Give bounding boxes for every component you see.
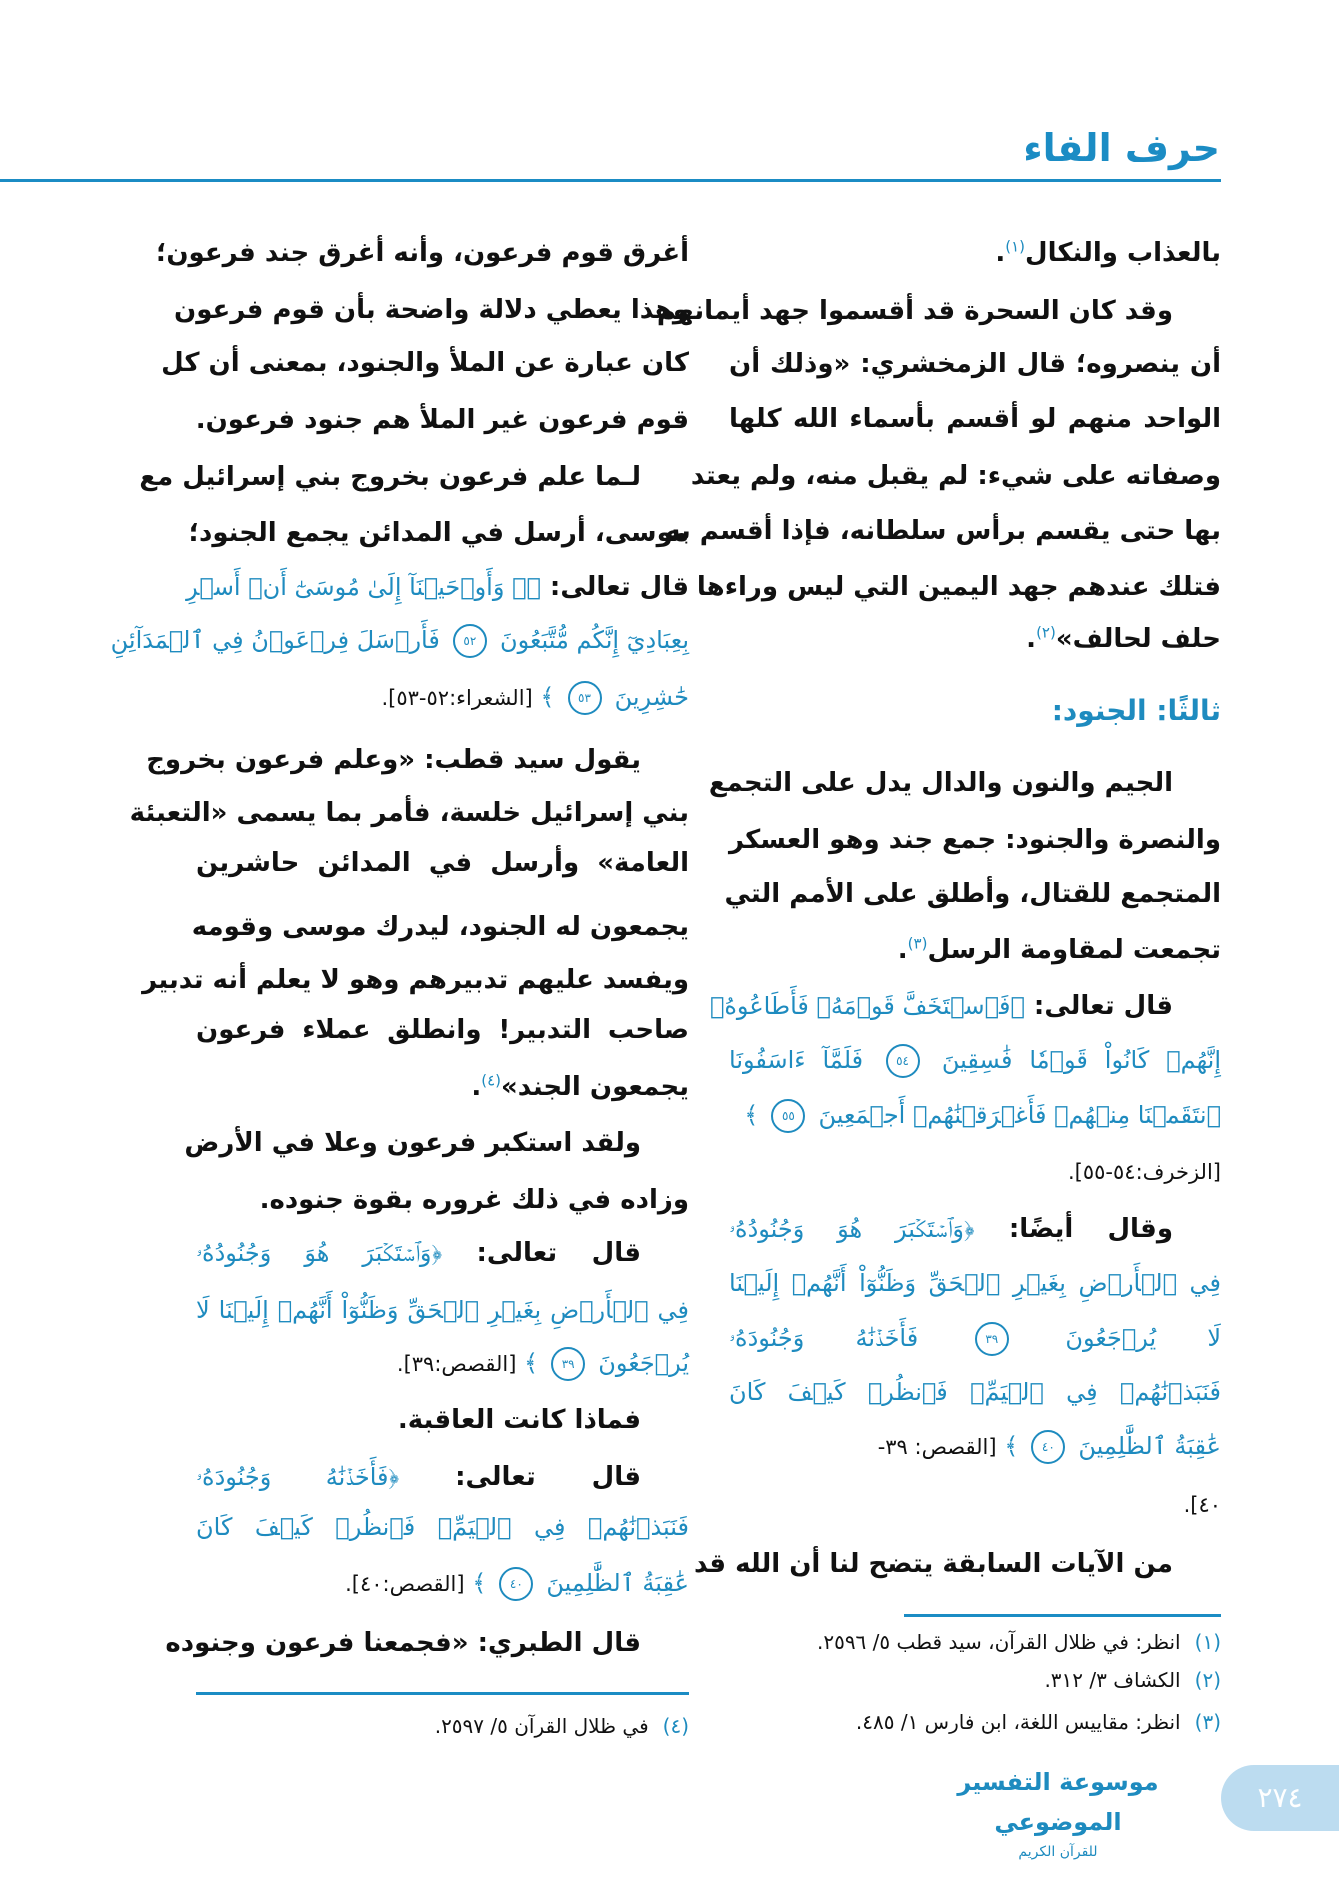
logo-subtitle: للقرآن الكريم	[1018, 1844, 1098, 1860]
body-text: حلف لحالف»	[1055, 624, 1221, 654]
quran-verse: يُرۡجَعُونَ	[598, 1349, 689, 1377]
quran-verse: ﴿فَٱسۡتَخَفَّ قَوۡمَهُۥ فَأَطَاعُوهُۚ	[709, 992, 1025, 1020]
quran-verse: ﴾	[532, 683, 555, 711]
left-column	[110, 0, 689, 1890]
body-text: موسى، أرسل في المدائن يجمع الجنود؛	[188, 518, 689, 548]
quran-verse: ٱنتَقَمۡنَا مِنۡهُمۡ فَأَغۡرَقۡنَٰهُمۡ أَجۡمَعِينَ	[818, 1101, 1221, 1129]
footnote-number: (٣)	[1194, 1710, 1221, 1734]
body-text: يجمعون له الجنود، ليدرك موسى وقومه	[191, 912, 689, 942]
quran-verse: عَٰقِبَةُ ٱلظَّٰلِمِينَ	[546, 1569, 689, 1597]
text-line	[196, 398, 689, 442]
body-text: من الآيات السابقة يتضح لنا أن الله قد	[694, 1549, 1173, 1579]
ayah-number-marker: ٤٠	[1031, 1430, 1065, 1464]
quran-verse: ﴾	[464, 1569, 487, 1597]
text-line	[729, 1482, 1221, 1526]
section-heading: ثالثًا: الجنود:	[1051, 694, 1221, 727]
quran-verse: ﴾	[996, 1432, 1019, 1460]
quran-verse: ﴿وَٱسۡتَكۡبَرَ هُوَ وَجُنُودُهُۥ	[729, 1215, 975, 1243]
quran-verse: فَأَخَذۡنَٰهُ وَجُنُودَهُۥ	[729, 1324, 919, 1352]
text-line	[129, 791, 689, 835]
footnote	[817, 1630, 1221, 1654]
footnote-marker: (١)	[1005, 237, 1026, 256]
footnote-text: انظر: في ظلال القرآن، سيد قطب ٥/ ٢٥٩٦.	[816, 1630, 1181, 1654]
footnote-number: (٤)	[662, 1714, 689, 1738]
text-line	[196, 1398, 689, 1442]
footnote-marker: (٢)	[1036, 623, 1056, 642]
body-text: وقال أيضًا:	[974, 1214, 1173, 1244]
text-line	[165, 1621, 689, 1665]
text-line	[196, 1341, 689, 1385]
text-line	[142, 958, 689, 1002]
text-line	[729, 1261, 1221, 1305]
body-text: قال تعالى:	[540, 572, 689, 602]
body-text: بني إسرائيل خلسة، فأمر بما يسمى «التعبئة	[129, 798, 689, 828]
text-line	[724, 872, 1221, 916]
body-text: بها حتى يقسم برأس سلطانه، فإذا أقسم به	[665, 516, 1221, 546]
verse-reference: [القصص: ٣٩-	[877, 1435, 997, 1459]
footnote-separator-left	[196, 1692, 689, 1695]
encyclopedia-logo	[934, 1762, 1182, 1860]
text-line	[729, 342, 1221, 386]
body-text: فتلك عندهم جهد اليمين التي ليس وراءها	[696, 572, 1221, 602]
body-text: صاحب التدبير! وانطلق عملاء فرعون	[196, 1015, 689, 1045]
body-text: الواحد منهم لو أقسم بأسماء الله كلها	[729, 404, 1221, 434]
quran-verse: فِي ٱلۡأَرۡضِ بِغَيۡرِ ٱلۡحَقِّ وَظَنُّوٓاْ أَنَّهُمۡ إِلَيۡنَا	[729, 1269, 1221, 1297]
body-text: ويفسد عليهم تدبيرهم وهو لا يعلم أنه تدبير	[142, 965, 689, 995]
footnote-marker: (٤)	[481, 1071, 501, 1090]
logo-title: موسوعة التفسير الموضوعي	[957, 1768, 1159, 1836]
text-line	[729, 231, 1221, 275]
footnote-number: (٢)	[1194, 1668, 1221, 1692]
body-text: وزاده في ذلك غروره بقوة جنوده.	[259, 1185, 689, 1215]
quran-verse: عَٰقِبَةُ ٱلظَّٰلِمِينَ	[1078, 1432, 1221, 1460]
ayah-number-marker: ٥٥	[771, 1099, 805, 1133]
body-text: .	[1026, 624, 1037, 654]
quran-verse: فَلَمَّآ ءَاسَفُونَا	[729, 1046, 864, 1074]
footnote	[856, 1710, 1221, 1734]
text-line	[146, 738, 689, 782]
quran-verse: فِي ٱلۡأَرۡضِ بِغَيۡرِ ٱلۡحَقِّ وَظَنُّوٓاْ أَنَّهُمۡ إِلَيۡنَا لَا	[196, 1296, 689, 1324]
page-number: ٢٧٤	[1221, 1765, 1339, 1831]
text-line	[196, 675, 689, 719]
body-text: المتجمع للقتال، وأطلق على الأمم التي	[724, 879, 1221, 909]
text-line	[694, 1542, 1221, 1586]
quran-verse: فَأَرۡسَلَ فِرۡعَوۡنُ فِي ٱلۡمَدَآئِنِ	[110, 626, 440, 654]
body-text: يقول سيد قطب: «وعلم فرعون بخروج	[146, 745, 641, 775]
text-line	[161, 341, 689, 385]
quran-verse: ﴿۞ وَأَوۡحَيۡنَآ إِلَىٰ مُوسَىٰٓ أَنۡ أَسۡرِ	[186, 573, 541, 601]
text-line	[729, 689, 1221, 733]
body-text: وصفاته على شيء: لم يقبل منه، ولم يعتد	[690, 461, 1221, 491]
quran-verse: إِنَّهُمۡ كَانُواْ قَوۡمٗا فَٰسِقِينَ	[941, 1046, 1221, 1074]
footnote-text: في ظلال القرآن ٥/ ٢٥٩٧.	[434, 1714, 649, 1738]
text-line	[729, 1093, 1221, 1137]
ayah-number-marker: ٤٠	[499, 1567, 533, 1601]
quran-verse: بِعِبَادِيٓ إِنَّكُم مُّتَّبَعُونَ	[499, 626, 689, 654]
verse-reference: [القصص:٣٩].	[396, 1352, 517, 1376]
quran-verse: ﴾	[516, 1349, 539, 1377]
footnote-number: (١)	[1194, 1630, 1221, 1654]
text-line	[665, 509, 1221, 553]
quran-verse: فَنَبَذۡنَٰهُمۡ فِي ٱلۡيَمِّۖ فَٱنظُرۡ كَيۡفَ كَانَ	[729, 1378, 1221, 1406]
quran-verse: حَٰشِرِينَ	[614, 683, 689, 711]
text-line	[690, 454, 1221, 498]
ayah-number-marker: ٣٩	[975, 1322, 1009, 1356]
footnote	[435, 1714, 689, 1738]
text-line	[729, 1370, 1221, 1414]
text-line	[708, 761, 1221, 805]
text-line	[729, 1038, 1221, 1082]
text-line	[729, 928, 1221, 972]
text-line	[656, 289, 1221, 333]
text-line	[196, 1505, 689, 1549]
ayah-number-marker: ٣٩	[551, 1347, 585, 1381]
text-line	[729, 1149, 1221, 1193]
quran-verse: لَا يُرۡجَعُونَ	[1065, 1324, 1222, 1352]
body-text: كان عبارة عن الملأ والجنود، بمعنى أن كل	[161, 348, 689, 378]
text-line	[729, 397, 1221, 441]
text-line	[729, 617, 1221, 661]
body-text: يجمعون الجند»	[501, 1072, 689, 1102]
verse-reference: [الزخرف:٥٤-٥٥].	[1067, 1160, 1221, 1184]
text-line	[155, 231, 689, 275]
text-line	[196, 1455, 689, 1499]
body-text: بالعذاب والنكال	[1025, 238, 1221, 268]
section-header-title: حرف الفاء	[1023, 126, 1220, 170]
text-line	[191, 905, 689, 949]
text-line	[196, 1008, 689, 1052]
body-text: تجمعت لمقاومة الرسل	[927, 935, 1221, 965]
body-text: .	[897, 935, 908, 965]
body-text: وقد كان السحرة قد أقسموا جهد أيمانهم	[656, 296, 1173, 326]
body-text: العامة» وأرسل في المدائن حاشرين	[196, 848, 689, 878]
footnote-text: انظر: مقاييس اللغة، ابن فارس ١/ ٤٨٥.	[855, 1710, 1181, 1734]
body-text: أن ينصروه؛ قال الزمخشري: «وذلك أن	[729, 349, 1221, 379]
body-text: .	[471, 1072, 482, 1102]
body-text: قال تعالى:	[399, 1462, 641, 1492]
body-text: الجيم والنون والدال يدل على التجمع	[708, 768, 1173, 798]
body-text: لـما علم فرعون بخروج بني إسرائيل مع	[139, 462, 641, 492]
footnote-separator-right	[904, 1614, 1221, 1617]
quran-verse: فَنَبَذۡنَٰهُمۡ فِي ٱلۡيَمِّۖ فَٱنظُرۡ كَيۡفَ كَانَ	[196, 1513, 689, 1541]
ayah-number-marker: ٥٢	[453, 624, 487, 658]
verse-reference: ٤٠].	[1183, 1493, 1221, 1517]
text-line	[196, 1288, 689, 1332]
text-line	[696, 565, 1221, 609]
right-column	[656, 0, 1222, 1890]
text-line	[186, 565, 689, 609]
text-line	[729, 1424, 1221, 1468]
body-text: قال الطبري: «فجمعنا فرعون وجنوده	[165, 1628, 641, 1658]
body-text: ولقد استكبر فرعون وعلا في الأرض	[184, 1128, 641, 1158]
quran-verse: ﴾	[744, 1101, 759, 1129]
quran-verse: ﴿وَٱسۡتَكۡبَرَ هُوَ وَجُنُودُهُۥ	[196, 1239, 443, 1267]
text-line	[139, 455, 689, 499]
body-text: قال تعالى:	[442, 1238, 641, 1268]
text-line	[729, 1207, 1221, 1251]
text-line	[174, 288, 689, 332]
verse-reference: [القصص:٤٠].	[345, 1572, 465, 1596]
text-line	[196, 1065, 689, 1109]
text-line	[196, 1231, 689, 1275]
ayah-number-marker: ٥٣	[568, 681, 602, 715]
footnote-marker: (٣)	[907, 934, 928, 953]
body-text: فماذا كانت العاقبة.	[397, 1405, 641, 1435]
body-text: .	[995, 238, 1006, 268]
text-line	[188, 511, 689, 555]
body-text: وهذا يعطي دلالة واضحة بأن قوم فرعون	[174, 295, 689, 325]
ayah-number-marker: ٥٤	[886, 1044, 920, 1078]
text-line	[729, 818, 1221, 862]
body-text: أغرق قوم فرعون، وأنه أغرق جند فرعون؛	[155, 238, 689, 268]
text-line	[110, 618, 689, 662]
text-line	[196, 1561, 689, 1605]
body-text: قوم فرعون غير الملأ هم جنود فرعون.	[195, 405, 689, 435]
text-line	[196, 841, 689, 885]
text-line	[184, 1121, 689, 1165]
footnote	[1044, 1668, 1221, 1692]
body-text: والنصرة والجنود: جمع جند وهو العسكر	[729, 825, 1221, 855]
quran-verse: ﴿فَأَخَذۡنَٰهُ وَجُنُودَهُۥ	[196, 1463, 400, 1491]
text-line	[729, 1316, 1221, 1360]
verse-reference: [الشعراء:٥٢-٥٣].	[381, 686, 533, 710]
footnote-text: الكشاف ٣/ ٣١٢.	[1044, 1668, 1181, 1692]
text-line	[709, 984, 1221, 1028]
text-line	[196, 1178, 689, 1222]
body-text: قال تعالى:	[1024, 991, 1173, 1021]
